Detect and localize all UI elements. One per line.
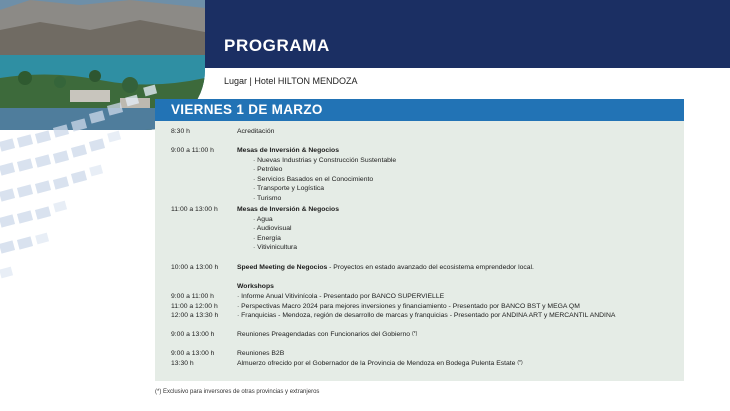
footnote-marker: (*) bbox=[411, 331, 418, 337]
page-title: PROGRAMA bbox=[224, 36, 330, 55]
list-item: · Energía bbox=[253, 234, 281, 242]
event-label: Reuniones B2B bbox=[237, 350, 285, 357]
event-label: Acreditación bbox=[237, 128, 275, 135]
time-label: 9:00 a 11:00 h bbox=[171, 147, 214, 154]
time-label: 9:00 a 13:00 h bbox=[171, 331, 215, 338]
time-label: 9:00 a 11:00 h bbox=[171, 293, 214, 300]
venue-label: Lugar | Hotel HILTON MENDOZA bbox=[224, 76, 358, 86]
list-item: · Vitivinicultura bbox=[253, 244, 298, 252]
workshop-label: · Informe Anual Vitivinícola - Presentado por BANCO SUPERVIELLE bbox=[237, 293, 445, 300]
list-item: · Petróleo bbox=[253, 166, 283, 174]
footnote-marker: (*) bbox=[517, 360, 523, 366]
time-label: 12:00 a 13:30 h bbox=[171, 312, 219, 319]
event-title: Mesas de Inversión & Negocios bbox=[237, 147, 339, 154]
list-item: · Nuevas Industrias y Construcción Sustentable bbox=[253, 156, 397, 164]
workshop-label: · Perspectivas Macro 2024 para mejores inversiones y financiamiento - Presentado por BANCO BST y MEGA QM bbox=[237, 302, 580, 310]
workshop-label: · Franquicias - Mendoza, región de desarrollo de marcas y franquicias - Presentado por ANDINA ART y MERCANTIL ANDINA bbox=[237, 312, 616, 319]
schedule-panel bbox=[155, 99, 684, 381]
footnote: (*) Exclusivo para inversores de otras provincias y extranjeros bbox=[155, 389, 320, 395]
day-header: VIERNES 1 DE MARZO bbox=[155, 99, 684, 121]
list-item: · Turismo bbox=[253, 194, 282, 202]
event-label: Almuerzo ofrecido por el Gobernador de la Provincia de Mendoza en Bodega Pulenta Estate bbox=[237, 360, 516, 367]
list-item: · Transporte y Logística bbox=[253, 185, 325, 193]
list-item: · Audiovisual bbox=[253, 225, 292, 233]
list-item: · Servicios Basados en el Conocimiento bbox=[253, 175, 374, 183]
event-title: Workshops bbox=[237, 283, 274, 290]
time-label: 11:00 a 13:00 h bbox=[171, 206, 218, 213]
time-label: 11:00 a 12:00 h bbox=[171, 302, 218, 310]
event-title: Mesas de Inversión & Negocios bbox=[237, 206, 339, 213]
time-label: 9:00 a 13:00 h bbox=[171, 350, 215, 357]
time-label: 8:30 h bbox=[171, 128, 190, 135]
event-description: - Proyectos en estado avanzado del ecosistema emprendedor local. bbox=[327, 264, 534, 271]
time-label: 10:00 a 13:00 h bbox=[171, 264, 219, 271]
event-label: Reuniones Preagendadas con Funcionarios del Gobierno bbox=[237, 331, 411, 338]
list-item: · Agua bbox=[253, 215, 273, 223]
time-label: 13:30 h bbox=[171, 360, 194, 367]
event-title: Speed Meeting de Negocios bbox=[237, 264, 328, 271]
